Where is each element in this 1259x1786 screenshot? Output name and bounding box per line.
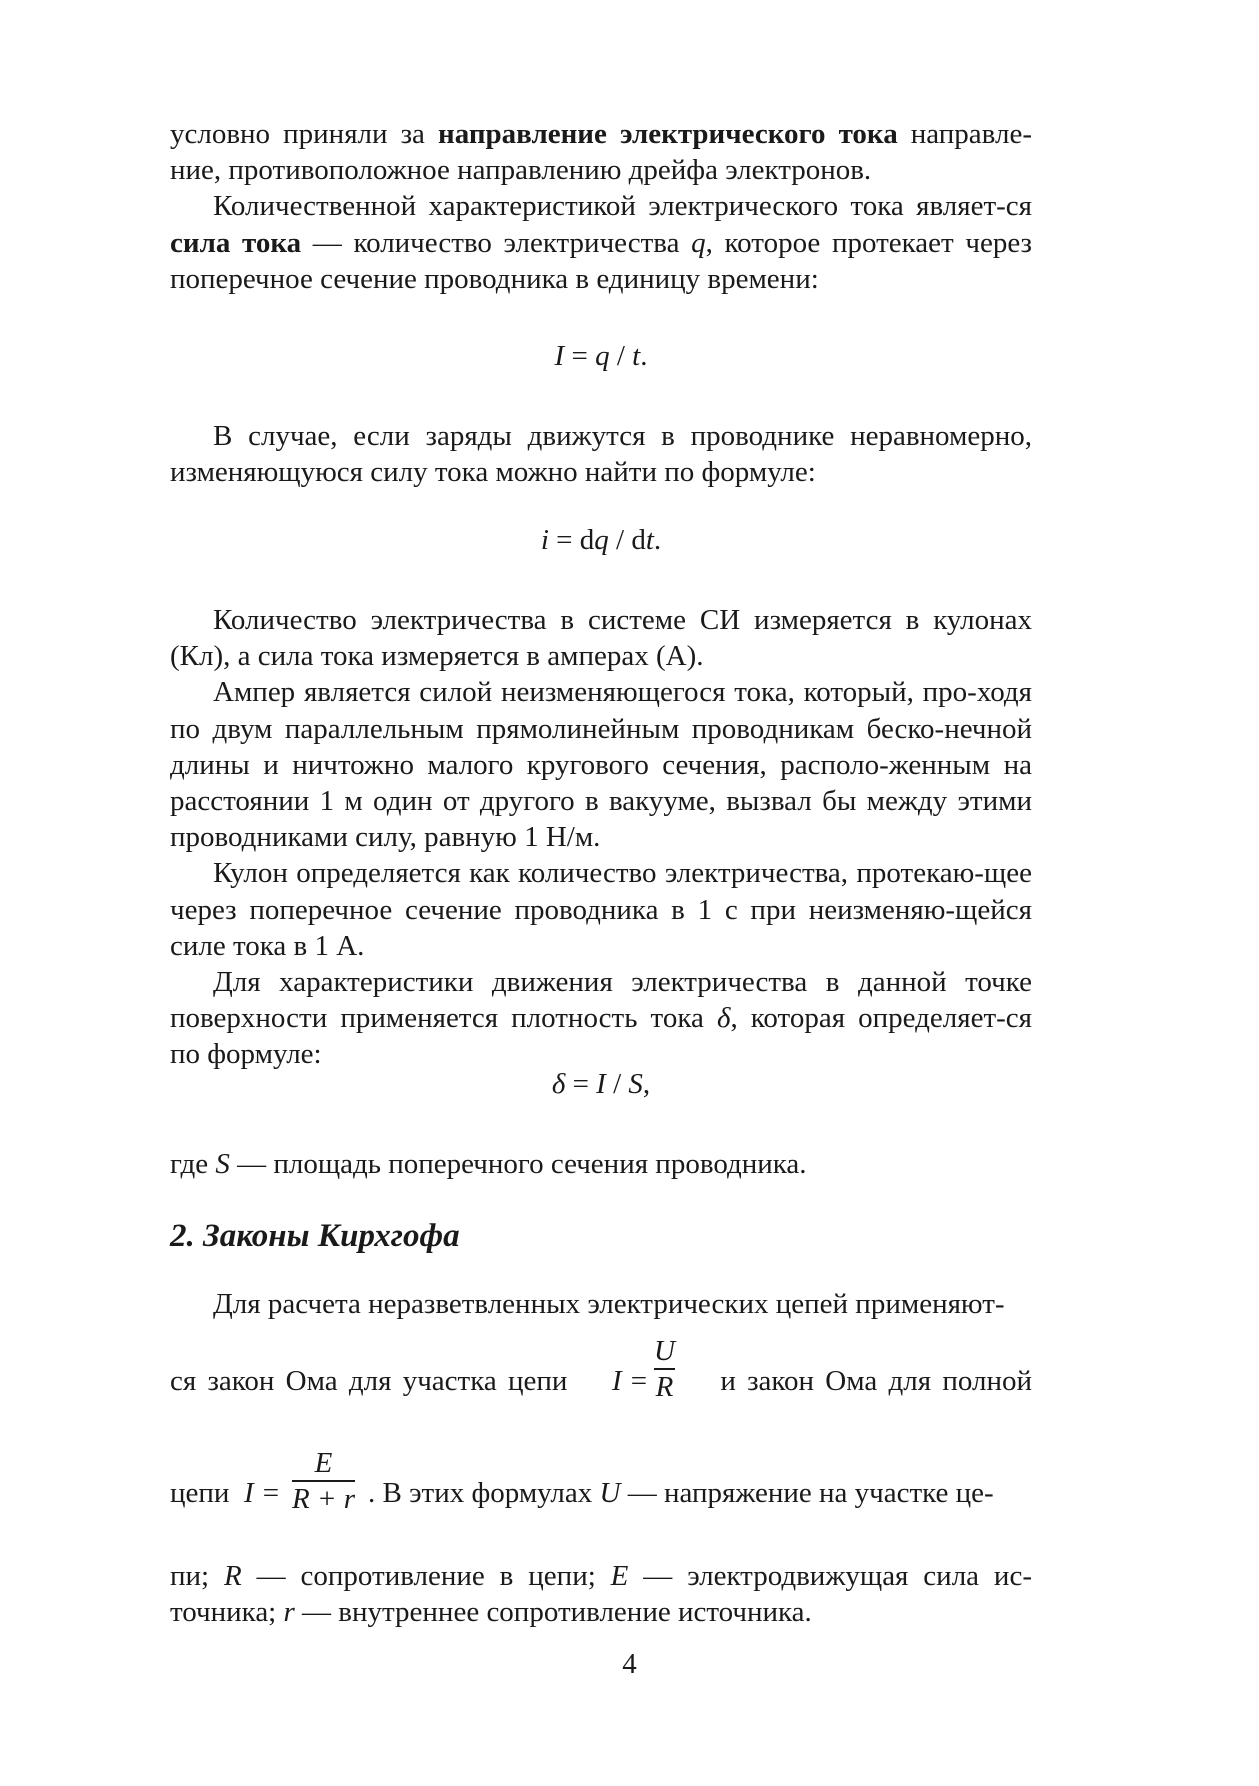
page-number: 4	[622, 1648, 637, 1680]
fraction-e-over-rr	[292, 1446, 355, 1516]
formula-instant-current: i = dq / dt.	[540, 524, 662, 556]
paragraph-nonuniform: В случае, если заряды движутся в проводнике неравномерно, изменяющуюся силу тока можно найти по формуле:	[170, 420, 1032, 489]
units-text-block	[170, 602, 1032, 1073]
paragraph-current-strength: Количественной характеристикой электрического тока являет-ся сила тока — количество электричества q, которое протекает через поперечное сечение проводника в единицу времени:	[170, 190, 1032, 295]
fraction-denominator: R + r	[292, 1482, 356, 1515]
paragraph-ohm-intro: Для расчета неразветвленных электрических цепей применяют-	[213, 1288, 1005, 1320]
ohm-intro-block	[170, 1286, 1032, 1322]
paragraph-area: где S — площадь поперечного сечения проводника.	[170, 1148, 807, 1180]
paragraph-current-direction: условно приняли за направление электрического тока направле-ние, противоположное направлению дрейфа электронов.	[170, 118, 1032, 187]
variables-text-block	[170, 1558, 1032, 1630]
ohm-partial-lhs: I =	[612, 1365, 649, 1397]
paragraph-current-density: Для характеристики движения электричества в данной точке поверхности применяется плотность тока δ, которая определяет-ся по формуле:	[170, 966, 1032, 1071]
area-text-block	[170, 1146, 1032, 1182]
paragraph-coulomb-definition: Кулон определяется как количество электричества, протекаю-щее через поперечное сечение проводника в 1 с при неизменяю-щейся силе тока в 1 А.	[170, 857, 1032, 962]
fraction-u-over-r	[654, 1334, 675, 1404]
paragraph-variables: пи; R — сопротивление в цепи; E — электродвижущая сила ис-точника; r — внутреннее сопротивление источника.	[170, 1560, 1032, 1629]
fraction-numerator: U	[654, 1335, 675, 1367]
paragraph-ampere-definition: Ампер является силой неизменяющегося тока, который, про-ходя по двум параллельным прямолинейным проводникам беско-нечной длины и ничтожно малого кругового сечения, располо-женным на расстоянии 1 м один от другого в вакууме, вызвал бы между этими проводниками силу, равную 1 Н/м.	[170, 676, 1032, 854]
formula-current-density: δ = I / S,	[551, 1068, 651, 1100]
intro-text-block	[170, 116, 1032, 297]
paragraph-si-units: Количество электричества в системе СИ измеряется в кулонах (Кл), а сила тока измеряется в амперах (А).	[170, 604, 1032, 673]
nonuniform-text-block	[170, 418, 1032, 490]
section-heading-kirchhoff: 2. Законы Кирхгофа	[170, 1218, 460, 1254]
term-current-direction: направление электрического тока	[438, 118, 898, 150]
formula-current: I = q / t.	[554, 340, 648, 372]
document-page: условно приняли за направление электрического тока направле-ние, противоположное направлению дрейфа электронов. Количественной характеристикой электрического тока являет-ся сила тока — количество электричества q, которое протекает через поперечное сечение проводника в единицу времени: I = q / t. В случае, если заряды движутся в проводнике неравномерно, изменяющуюся силу тока можно найти по формуле: i = dq / dt. Количество электричества в системе СИ измеряется в кулонах (Кл), а сила тока измеряется в амперах (А). Ампер является силой неизменяющегося тока, который, про-ходя по двум параллельным прямолинейным проводникам беско-нечной длины и ничтожно малого кругового сечения, располо-женным на расстоянии 1 м один от другого в вакууме, вызвал бы между этими проводниками силу, равную 1 Н/м. Кулон определяется как количество электричества, протекаю-щее через поперечное сечение проводника в 1 с при неизменяю-щейся силе тока в 1 А. Для характеристики движения электричества в данной точке поверхности применяется плотность тока δ, которая определяет-ся по формуле: δ = I / S, где S — площадь поперечного сечения проводника. 2. Законы Кирхгофа Для расчета неразветвленных электрических цепей применяют- ся закон Ома для участка цепи и закон Ома для полной I = U R цепи . В этих формулах U — напряжение на участке це- I = E R + r пи; R — сопротивление в цепи; E — электродвижущая сила ис-точника; r — внутреннее сопротивление источника. 4	[0, 0, 1259, 1786]
fraction-denominator: R	[655, 1370, 674, 1403]
fraction-numerator: E	[314, 1447, 333, 1479]
term-current-strength: сила тока	[170, 226, 302, 259]
ohm-full-lhs: I =	[244, 1477, 281, 1509]
